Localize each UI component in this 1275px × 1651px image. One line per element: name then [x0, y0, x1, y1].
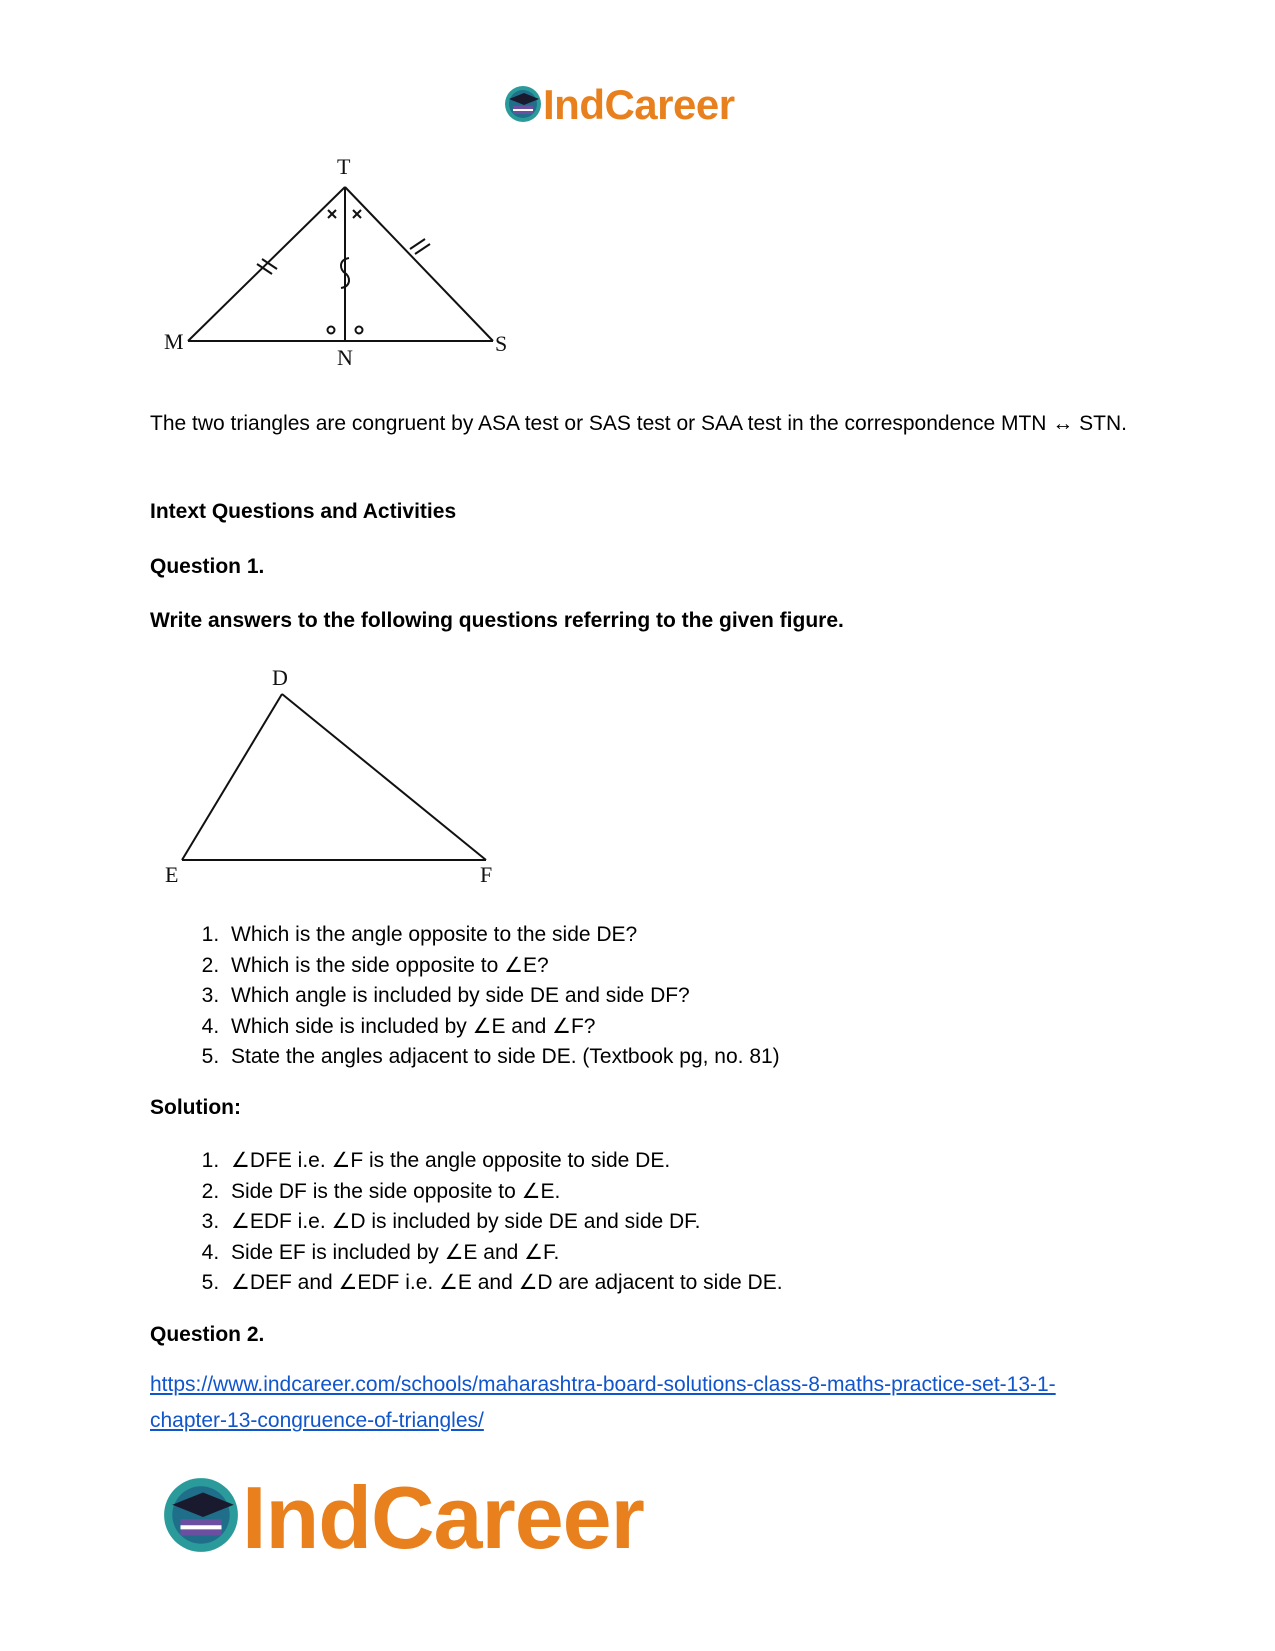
side-de: [182, 694, 282, 860]
vertex-label-e: E: [165, 862, 179, 887]
list-item: 2. Which is the side opposite to ∠E?: [225, 951, 1125, 982]
side-df: [282, 694, 486, 860]
graduation-cap-icon: [160, 1474, 242, 1556]
vertex-label-f: F: [480, 862, 493, 887]
list-item: 1. ∠DFE i.e. ∠F is the angle opposite to side DE.: [225, 1146, 1125, 1177]
figure-triangle-def: [150, 660, 510, 890]
logo-wordmark: IndCareer: [242, 1468, 644, 1567]
vertex-label-t: T: [337, 154, 351, 179]
intro-paragraph: The two triangles are congruent by ASA test or SAS test or SAA test in the correspondence MTN ↔ STN.: [150, 412, 1127, 435]
graduation-cap-icon: [503, 84, 543, 124]
vertex-label-d: D: [272, 665, 288, 690]
question-1-heading: Question 1.: [150, 555, 265, 578]
list-item: 4. Which side is included by ∠E and ∠F?: [225, 1012, 1125, 1043]
question-1-list: [150, 920, 1125, 1073]
vertex-label-n: N: [337, 345, 353, 370]
list-item: 3. ∠EDF i.e. ∠D is included by side DE and side DF.: [225, 1207, 1125, 1238]
solution-list: [150, 1146, 1125, 1299]
vertex-label-m: M: [164, 329, 184, 354]
question-1-prompt: Write answers to the following questions referring to the given figure.: [150, 609, 844, 632]
list-item: 3. Which angle is included by side DE and side DF?: [225, 981, 1125, 1012]
list-item: 2. Side DF is the side opposite to ∠E.: [225, 1177, 1125, 1208]
list-item: 1. Which is the angle opposite to the side DE?: [225, 920, 1125, 951]
logo-wordmark: IndCareer: [543, 81, 735, 128]
source-link[interactable]: https://www.indcareer.com/schools/maharashtra-board-solutions-class-8-maths-practice-set-13-1-chapter-13-congruence-of-triangles/: [150, 1373, 1056, 1432]
side-tm: [188, 187, 345, 341]
footer-logo: [160, 1470, 720, 1570]
list-item: 5. ∠DEF and ∠EDF i.e. ∠E and ∠D are adjacent to side DE.: [225, 1268, 1125, 1299]
header-logo: [503, 78, 773, 132]
solution-heading: Solution:: [150, 1096, 241, 1119]
side-ts: [345, 187, 493, 341]
question-2-heading: Question 2.: [150, 1323, 265, 1346]
list-item: 5. State the angles adjacent to side DE. (Textbook pg, no. 81): [225, 1042, 1125, 1073]
list-item: 4. Side EF is included by ∠E and ∠F.: [225, 1238, 1125, 1269]
vertex-label-s: S: [495, 331, 508, 356]
section-heading: Intext Questions and Activities: [150, 500, 457, 523]
figure-triangle-mts: [150, 148, 530, 388]
